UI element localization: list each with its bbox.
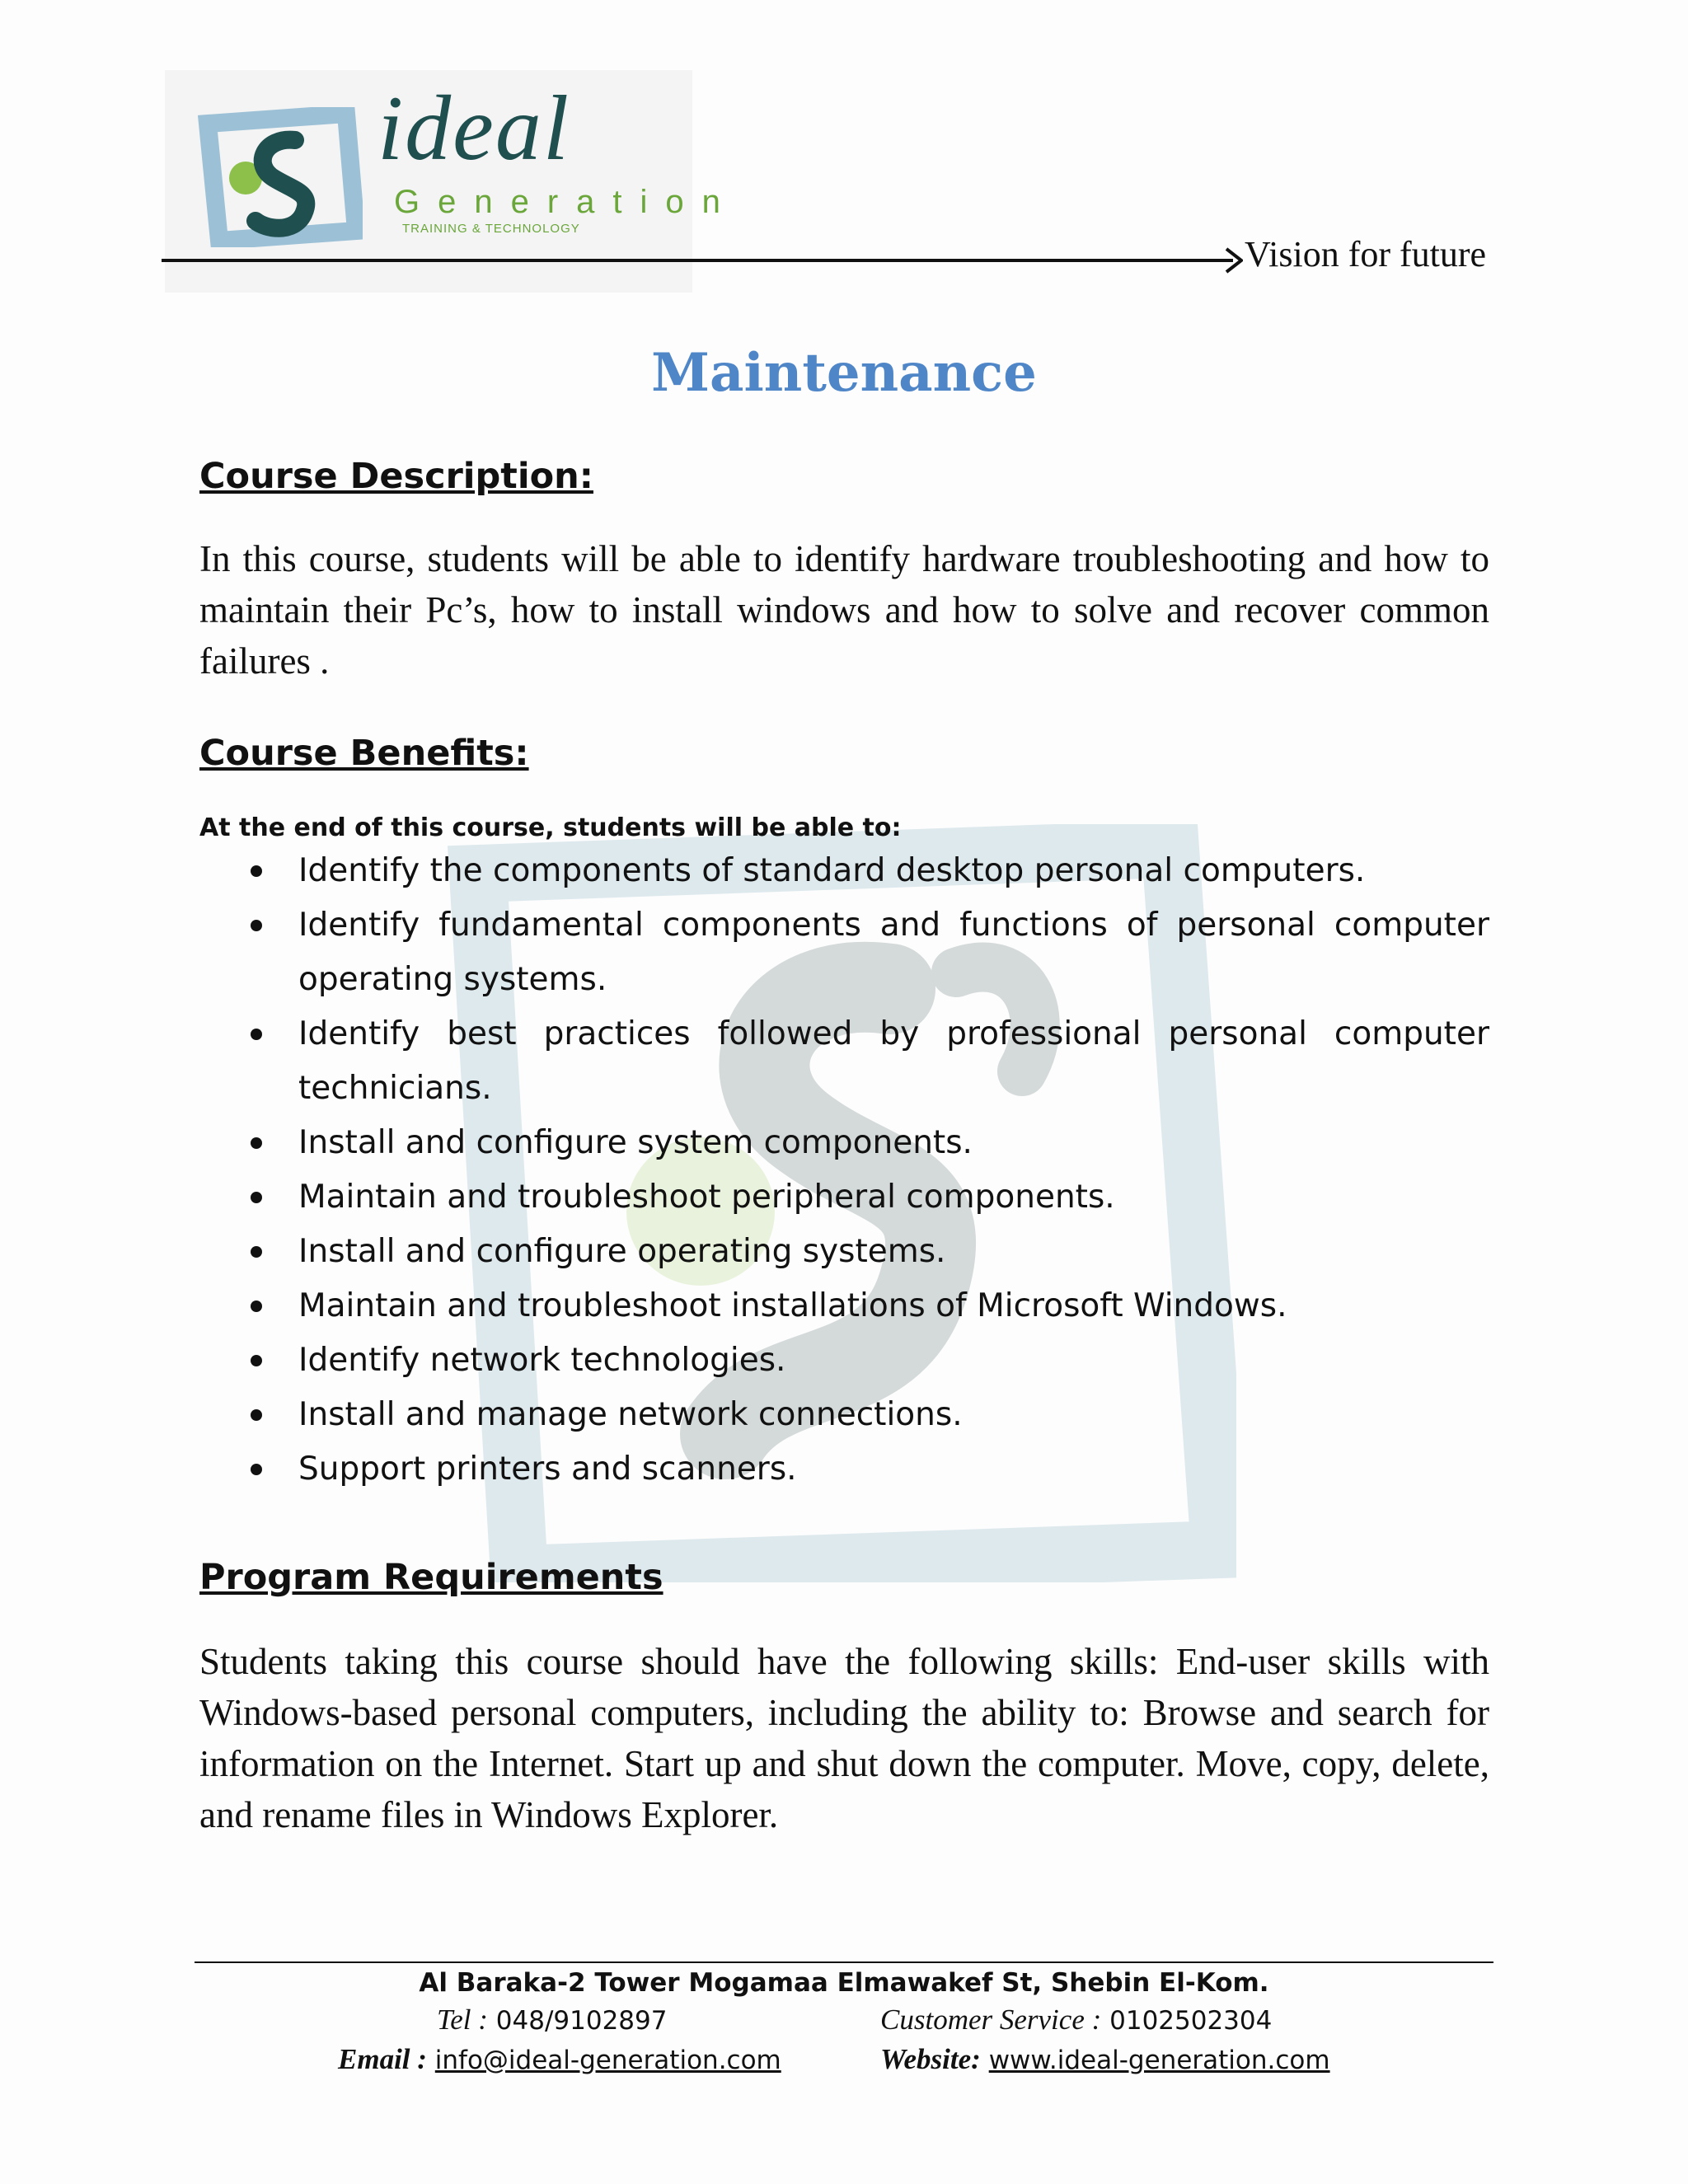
bullet-icon (251, 1355, 262, 1366)
benefits-list (199, 844, 1489, 1497)
customer-service-label: Customer Service : (880, 2004, 1102, 2036)
arrow-head-icon (1225, 247, 1243, 274)
bullet-icon (251, 1301, 262, 1312)
course-benefits-heading: Course Benefits: (199, 733, 529, 774)
program-requirements-text: Students taking this course should have the following skills: End-user skills with Windows-based personal computers, including the ability to: Browse and search for information on the Internet. Start up and shut down the computer. Move, copy, delete, and rename files in Windows Explorer. (199, 1641, 1489, 1835)
logo-wordmark: ideal (377, 77, 570, 180)
header-rule (162, 259, 1233, 262)
logo-tagline-small: TRAINING & TECHNOLOGY (402, 222, 580, 236)
bullet-icon (251, 865, 262, 877)
header-tagline: Vision for future (1245, 234, 1487, 274)
list-item: Support printers and scanners. (199, 1442, 1489, 1497)
website-link[interactable]: www.ideal-generation.com (988, 2046, 1330, 2075)
list-item: Identify network technologies. (199, 1333, 1489, 1388)
bullet-icon (251, 1029, 262, 1040)
course-benefits-intro: At the end of this course, students will be able to: (199, 813, 902, 842)
bullet-icon (251, 1464, 262, 1475)
footer-address: Al Baraka-2 Tower Mogamaa Elmawakef St, Shebin El-Kom. (419, 1968, 1269, 1998)
footer-tel (437, 2001, 667, 2040)
bullet-icon (251, 1192, 262, 1203)
customer-service-number: 0102502304 (1109, 2006, 1273, 2036)
list-item: Identify the components of standard desktop personal computers. (199, 844, 1489, 898)
email-label: Email : (338, 2043, 427, 2075)
footer-rule (195, 1961, 1493, 1963)
footer-customer-service (880, 2001, 1272, 2040)
footer-website (880, 2041, 1330, 2079)
bullet-icon (251, 1246, 262, 1258)
list-item: Maintain and troubleshoot peripheral components. (199, 1170, 1489, 1225)
tel-label: Tel : (437, 2004, 488, 2036)
bullet-icon (251, 920, 262, 931)
course-description-heading: Course Description: (199, 456, 593, 497)
website-label: Website: (880, 2043, 981, 2075)
tel-number: 048/9102897 (495, 2006, 668, 2036)
list-item: Identify fundamental components and functions of personal computer operating systems. (199, 898, 1489, 1007)
list-item: Identify best practices followed by professional personal computer technicians. (199, 1007, 1489, 1116)
logo-subtitle: Generation (394, 184, 738, 220)
list-item: Install and configure operating systems. (199, 1225, 1489, 1279)
logo-emblem-icon (198, 107, 363, 247)
list-item: Install and manage network connections. (199, 1388, 1489, 1442)
bullet-icon (251, 1137, 262, 1149)
email-link[interactable]: info@ideal-generation.com (434, 2046, 781, 2075)
course-description-text: In this course, students will be able to identify hardware troubleshooting and how to maintain their Pc’s, how to install windows and how to solve and recover common failures . (199, 538, 1489, 682)
list-item: Maintain and troubleshoot installations of Microsoft Windows. (199, 1279, 1489, 1333)
bullet-icon (251, 1409, 262, 1421)
program-requirements-heading: Program Requirements (199, 1557, 663, 1598)
list-item: Install and configure system components. (199, 1116, 1489, 1170)
footer-email (338, 2041, 781, 2079)
page-title: Maintenance (651, 342, 1037, 404)
